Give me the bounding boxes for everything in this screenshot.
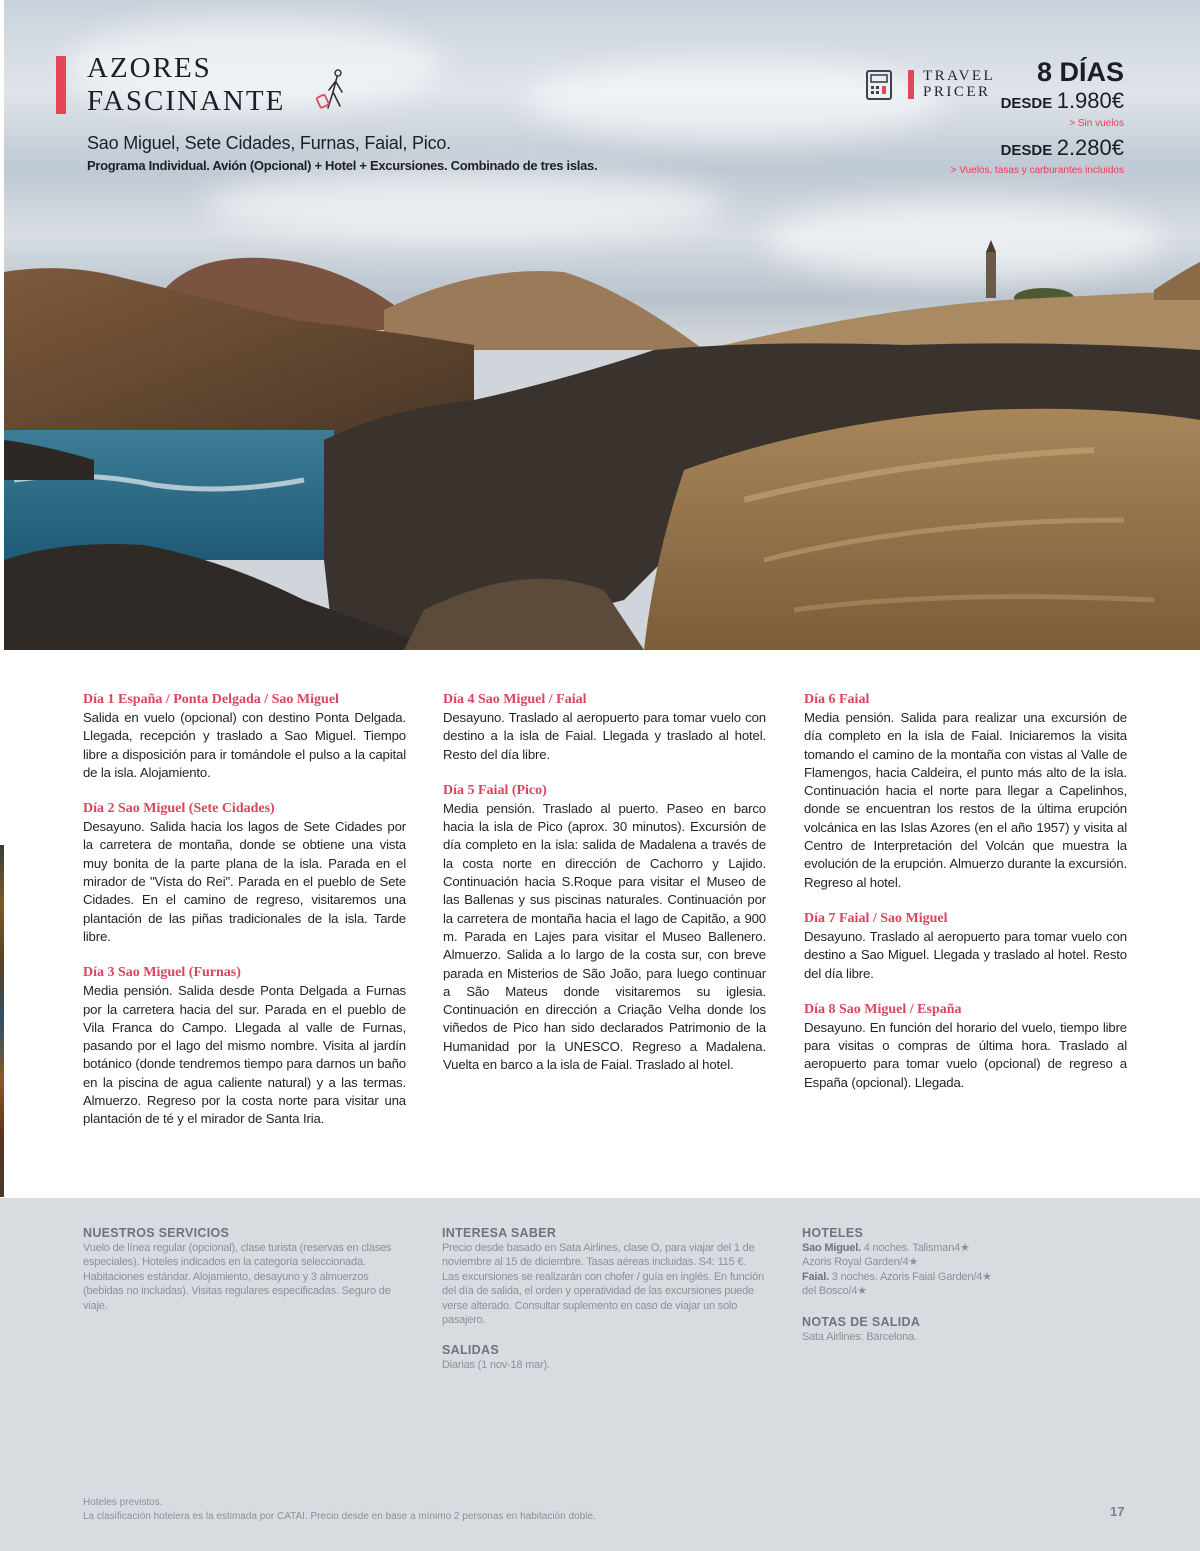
day-title: Día 1 España / Ponta Delgada / Sao Miguel — [83, 692, 339, 707]
itinerary-day — [804, 1001, 1127, 1092]
departures-text: Diarias (1 nov-18 mar). — [442, 1359, 550, 1372]
section-heading-departure-notes: NOTAS DE SALIDA — [802, 1314, 921, 1329]
hero-photo — [4, 0, 1200, 650]
excursions-text: Las excursiones se realizarán con chofer / guía en inglés. En función del día de salida, el orden y operatividad de las excursiones puede verse alterado. Consultar suplemento en caso de viajar un solo pasajero. — [442, 1270, 764, 1327]
section-heading-departures: SALIDAS — [442, 1343, 499, 1358]
hotels-section — [802, 1226, 1128, 1344]
route-subtitle: Sao Miguel, Sete Cidades, Furnas, Faial, Pico. — [87, 133, 451, 153]
day-title: Día 5 Faial (Pico) — [443, 782, 547, 798]
hotel-text: 4 noches. Talisman4★ — [863, 1242, 970, 1254]
price-box — [951, 56, 1124, 178]
pricer-line-1: TRAVEL — [923, 68, 996, 84]
page-title — [87, 52, 285, 118]
itinerary-column-1 — [83, 691, 406, 1147]
day-title: Día 3 Sao Miguel (Furnas) — [83, 965, 241, 981]
price-note-no-flights: > Sin vuelos — [1069, 118, 1124, 129]
day-description: Desayuno. En función del horario del vuelo, tiempo libre para visitas o compras de última hora. Traslado al aeropuerto para tomar vuelo (opcional) de regreso a España (opcional). Llegada. — [804, 1019, 1127, 1090]
good-to-know-section — [442, 1226, 768, 1373]
hotel-faial — [802, 1270, 1128, 1284]
itinerary-day — [83, 800, 406, 946]
pricing-basis-text: Precio desde basado en Sata Airlines, clase O, para viajar del 1 de noviembre al 15 de diciembre. Tasas aéreas incluidas. S4: 115 €. — [442, 1242, 755, 1269]
itinerary-day — [83, 964, 406, 1128]
price-without-flights — [951, 88, 1124, 117]
price-note-flights-included: > Vuelos, tasas y carburantes incluidos — [950, 165, 1124, 176]
itinerary-day — [443, 691, 766, 764]
itinerary-column-2 — [443, 691, 766, 1092]
day-description: Salida en vuelo (opcional) con destino Ponta Delgada. Llegada, recepción y traslado a Sao Miguel. Tiempo libre a disposición para ir tomándole el pulso a la capital de la isla. Alojamiento. — [83, 710, 406, 780]
hotel-alt-faial: del Bosco/4★ — [802, 1285, 867, 1298]
price-value: 1.980€ — [1056, 88, 1124, 113]
departure-notes-text: Sata Airlines: Barcelona. — [802, 1330, 917, 1343]
section-heading: NUESTROS SERVICIOS — [83, 1226, 230, 1240]
day-title: Día 6 Faial — [804, 692, 870, 707]
hotel-text: 3 noches. Azoris Faial Garden/4★ — [831, 1270, 992, 1283]
itinerary-day — [804, 910, 1127, 983]
program-tagline: Programa Individual. Avión (Opcional) + Hotel + Excursiones. Combinado de tres islas. — [87, 158, 598, 173]
itinerary-day — [804, 691, 1127, 892]
pricer-line-2: PRICER — [923, 84, 991, 100]
itinerary-day — [443, 782, 766, 1074]
footnote-line-2: La clasificación hotelera es la estimada por CATAI. Precio desde en base a mínimo 2 personas en habitación doble. — [83, 1511, 596, 1522]
services-section — [83, 1226, 409, 1313]
itinerary-day — [83, 691, 406, 782]
price-with-flights — [951, 135, 1124, 164]
day-description: Media pensión. Traslado al puerto. Paseo en barco hacia la isla de Pico (aprox. 30 minutos). Excursión de día completo en la isla: salida de Madalena a través de la costa norte en dirección de Cachorro y Lajido. Continuación hacia S.Roque para visitar el Museo de las Ballenas y sus piscinas naturales. Continuación por la carretera de montaña hacia el lago de Capitão, a 900 m. Parada en Lajes para visitar el Museo Ballenero. Almuerzo. Salida a lo largo de la costa sur, con breve parada en Misterios de São João, para luego continuar a São Mateus donde visitaremos su iglesia. Continuación en dirección a Criação Velha donde los viñedos de Pico han sido declarados Patrimonio de la Humanidad por la UNESCO. Regreso a Madalena. Vuelta en barco a la isla de Faial. Traslado al hotel. — [443, 800, 766, 1073]
section-heading: HOTELES — [802, 1226, 864, 1240]
title-accent-bar — [56, 56, 66, 114]
section-heading: INTERESA SABER — [442, 1226, 557, 1240]
day-title: Día 2 Sao Miguel (Sete Cidades) — [83, 801, 275, 817]
info-band — [0, 1198, 1200, 1551]
trip-duration: 8 DÍAS — [1036, 57, 1124, 87]
day-title: Día 8 Sao Miguel / España — [804, 1001, 962, 1017]
hotel-alt-sao-miguel: Azoris Royal Garden/4★ — [802, 1256, 919, 1269]
price-label: DESDE — [1000, 142, 1053, 159]
title-line-1: AZORES — [87, 52, 212, 84]
footnote-line-1: Hoteles previstos. — [83, 1497, 163, 1508]
day-description: Desayuno. Salida hacia los lagos de Sete Cidades por la carretera de montaña, donde se obtiene una vista muy bonita de la parte plana de la isla. Parada en el mirador de "Vista do Rei". Parada en el pueblo de Sete Cidades. En el camino de regreso, visitaremos una plantación de las piñas tradicionales de la isla. Tarde libre. — [83, 819, 406, 944]
price-label: DESDE — [1000, 95, 1053, 112]
traveler-with-suitcase-icon — [314, 68, 350, 112]
day-description: Media pensión. Salida para realizar una excursión de día completo en la isla de Faial. Iniciaremos la visita tomando el camino de la montaña con vistas al Valle de Flamengos, hacia Caldeira, el punto más alto de la isla. Continuación hacia el norte para llegar a Capelinhos, donde se encuentran los restos de la última erupción volcánica en las Islas Azores (en el año 1957) y visita al Centro de Interpretación del Volcán que muestra la evolución de la erupción. Almuerzo durante la excursión. Regreso al hotel. — [804, 710, 1127, 890]
title-line-2: FASCINANTE — [87, 85, 286, 117]
hotel-sao-miguel — [802, 1241, 1128, 1255]
day-description: Desayuno. Traslado al aeropuerto para tomar vuelo con destino a la isla de Faial. Llegada y traslado al hotel. Resto del día libre. — [443, 710, 766, 762]
pricer-accent-bar — [908, 70, 914, 99]
footnote — [83, 1496, 596, 1524]
itinerary-column-3 — [804, 691, 1127, 1110]
island-label: Sao Miguel. — [802, 1242, 861, 1254]
day-title: Día 4 Sao Miguel / Faial — [443, 692, 587, 707]
island-label: Faial. — [802, 1270, 829, 1283]
services-text: Vuelo de línea regular (opcional), clase turista (reservas en clases especiales). Hoteles indicados en la categoría seleccionada. Habitaciones estándar. Alojamiento, desayuno y 3 almuerzos (bebidas no incluidas). Visitas regulares especificadas. Seguro de viaje. — [83, 1242, 392, 1312]
adjacent-page-edge — [0, 845, 4, 1197]
day-title: Día 7 Faial / Sao Miguel — [804, 910, 948, 926]
day-description: Media pensión. Salida desde Ponta Delgada a Furnas por la carretera hacia del sur. Parada en el pueblo de Vila Franca do Campo. Llegada al valle de Furnas, pasando por el lago del mismo nombre. Visita al jardín botánico (donde tendremos tiempo para darnos un baño en la piscina de agua caliente natural) y a las termas. Almuerzo. Regreso por la costa norte para visitar una plantación de té y el mirador de Santa Iria. — [83, 983, 406, 1127]
price-value: 2.280€ — [1056, 135, 1124, 160]
page-number: 17 — [1110, 1504, 1125, 1519]
day-description: Desayuno. Traslado al aeropuerto para tomar vuelo con destino a Sao Miguel. Llegada y traslado al hotel. Resto del día libre. — [804, 928, 1127, 981]
calculator-icon — [866, 70, 892, 100]
